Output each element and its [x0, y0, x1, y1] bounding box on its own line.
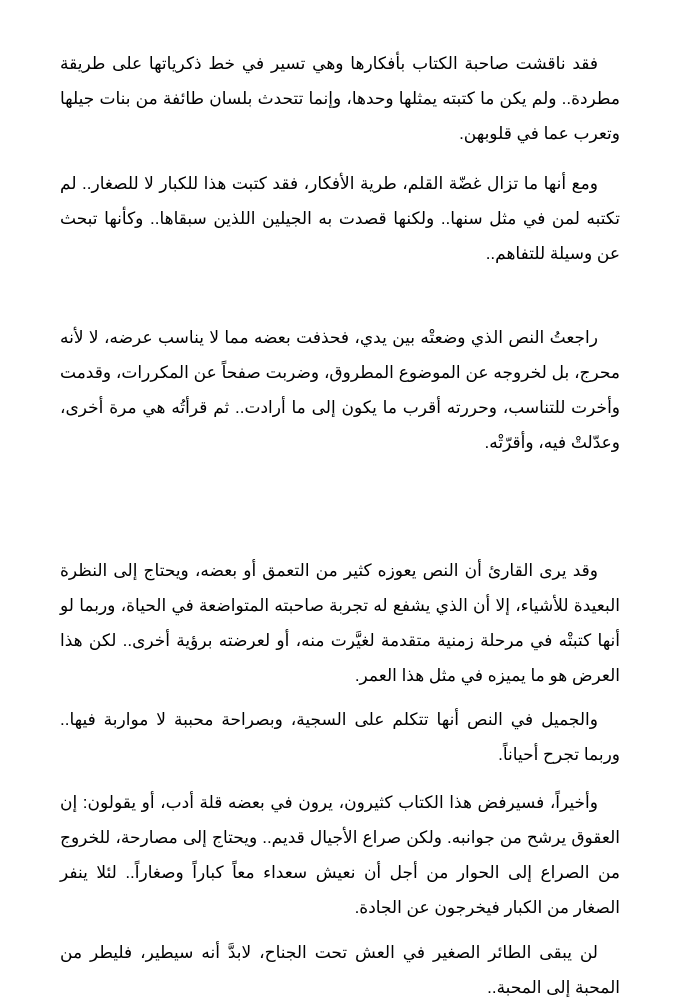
paragraph-2: ومع أنها ما تزال غضّة القلم، طرية الأفكار، فقد كتبت هذا للكبار لا للصغار.. لم تكتبه لمن في مثل سنها.. ولكنها قصدت به الجيلين اللذين سبقاها.. وكأنها تبحث عن وسيلة للتفاهم..	[60, 174, 620, 263]
paragraph-5: والجميل في النص أنها تتكلم على السجية، وبصراحة محببة لا مواربة فيها.. وربما تجرح أحياناً.	[60, 710, 620, 764]
paragraph-4: وقد يرى القارئ أن النص يعوزه كثير من التعمق أو بعضه، ويحتاج إلى النظرة البعيدة للأشياء، إلا أن الذي يشفع له تجربة صاحبته المتواضعة في الحياة، وربما لو أنها كتبتْه في مرحلة زمنية متقدمة لغيَّرت منه، أو لعرضته برؤية أخرى.. لكن هذا العرض هو ما يميزه في مثل هذا العمر.	[60, 561, 620, 685]
paragraph-1: فقد ناقشت صاحبة الكتاب بأفكارها وهي تسير في خط ذكرياتها على طريقة مطردة.. ولم يكن ما كتبته يمثلها وحدها، وإنما تتحدث بلسان طائفة من بنات جيلها وتعرب عما في قلوبهن.	[60, 54, 620, 143]
paragraph-7: لن يبقى الطائر الصغير في العش تحت الجناح، لابدَّ أنه سيطير، فليطر من المحبة إلى المحبة..	[60, 943, 620, 997]
paragraph-3: راجعتُ النص الذي وضعتْه بين يدي، فحذفت بعضه مما لا يناسب عرضه، لا لأنه محرج، بل لخروجه عن الموضوع المطروق، وضربت صفحاً عن المكررات، وقدمت وأخرت للتناسب، وحررته أقرب ما يكون إلى ما أرادت.. ثم قرأتُه هي مرة أخرى، وعدّلتْ فيه، وأقرّتْه.	[60, 328, 620, 452]
paragraph-6: وأخيراً، فسيرفض هذا الكتاب كثيرون، يرون في بعضه قلة أدب، أو يقولون: إن العقوق يرشح من جوانبه. ولكن صراع الأجيال قديم.. ويحتاج إلى مصارحة، للخروج من الصراع إلى الحوار من أجل أن نعيش سعداء معاً كباراً وصغاراً.. لئلا ينفر الصغار من الكبار فيخرجون عن الجادة.	[60, 793, 620, 917]
